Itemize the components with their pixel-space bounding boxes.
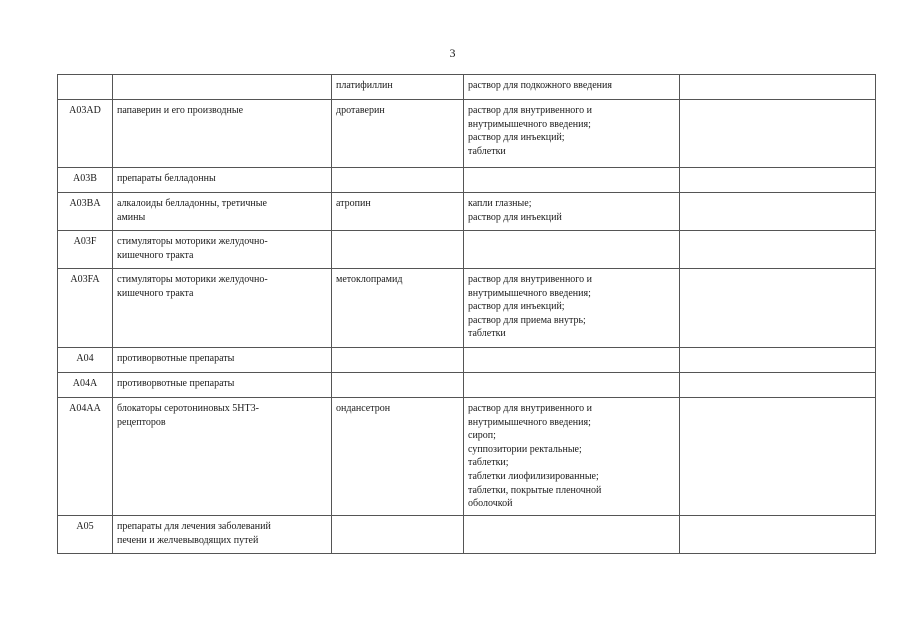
drug-name-cell [332,373,464,398]
note-cell [680,269,876,348]
atc-code-cell: A04A [58,373,113,398]
drug-name-cell: атропин [332,193,464,231]
dosage-form-cell [464,168,680,193]
dosage-form-cell: раствор для подкожного введения [464,75,680,100]
atc-code-cell: A03F [58,231,113,269]
drug-table [57,74,876,554]
dosage-form-cell [464,373,680,398]
atc-code-cell: A04AA [58,398,113,516]
note-cell [680,193,876,231]
drug-name-cell: платифиллин [332,75,464,100]
group-name-cell: препараты для лечения заболеваний печени и желчевыводящих путей [113,516,332,554]
table-row [58,168,876,193]
drug-name-cell [332,348,464,373]
table-row [58,516,876,554]
note-cell [680,516,876,554]
table-row [58,398,876,516]
note-cell [680,75,876,100]
dosage-form-cell [464,516,680,554]
group-name-cell: препараты белладонны [113,168,332,193]
atc-code-cell: A03AD [58,100,113,168]
note-cell [680,100,876,168]
group-name-cell [113,75,332,100]
atc-code-cell [58,75,113,100]
dosage-form-cell: капли глазные; раствор для инъекций [464,193,680,231]
dosage-form-cell [464,348,680,373]
table-row [58,231,876,269]
group-name-cell: стимуляторы моторики желудочно- кишечного тракта [113,231,332,269]
atc-code-cell: A03FA [58,269,113,348]
dosage-form-cell: раствор для внутривенного и внутримышечного введения; сироп; суппозитории ректальные; таблетки; таблетки лиофилизированные; таблетки, покрытые пленочной оболочкой [464,398,680,516]
atc-code-cell: A04 [58,348,113,373]
table-row [58,75,876,100]
note-cell [680,168,876,193]
note-cell [680,398,876,516]
page-number: 3 [449,46,456,60]
group-name-cell: противорвотные препараты [113,348,332,373]
drug-name-cell [332,516,464,554]
note-cell [680,373,876,398]
atc-code-cell: A03BA [58,193,113,231]
group-name-cell: папаверин и его производные [113,100,332,168]
group-name-cell: противорвотные препараты [113,373,332,398]
table-row [58,193,876,231]
atc-code-cell: A05 [58,516,113,554]
table-row [58,348,876,373]
drug-name-cell [332,231,464,269]
table-row [58,100,876,168]
group-name-cell: алкалоиды белладонны, третичные амины [113,193,332,231]
drug-name-cell: метоклопрамид [332,269,464,348]
dosage-form-cell: раствор для внутривенного и внутримышечного введения; раствор для инъекций; таблетки [464,100,680,168]
dosage-form-cell: раствор для внутривенного и внутримышечного введения; раствор для инъекций; раствор для приема внутрь; таблетки [464,269,680,348]
note-cell [680,348,876,373]
drug-name-cell [332,168,464,193]
table-row [58,373,876,398]
table-row [58,269,876,348]
group-name-cell: стимуляторы моторики желудочно- кишечного тракта [113,269,332,348]
atc-code-cell: A03B [58,168,113,193]
note-cell [680,231,876,269]
drug-name-cell: дротаверин [332,100,464,168]
drug-name-cell: ондансетрон [332,398,464,516]
dosage-form-cell [464,231,680,269]
group-name-cell: блокаторы серотониновых 5HT3- рецепторов [113,398,332,516]
